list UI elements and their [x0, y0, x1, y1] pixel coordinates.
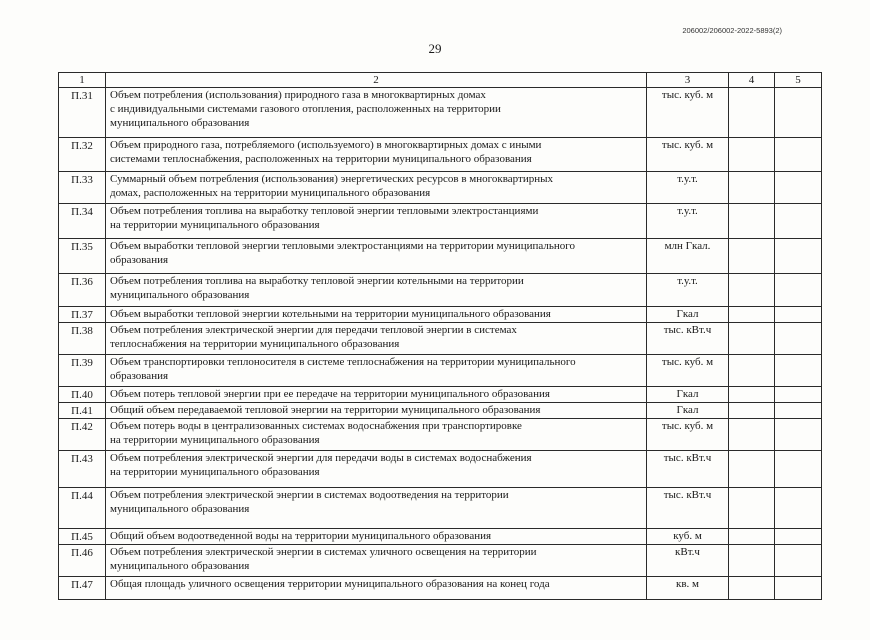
row-code: П.43 [59, 451, 106, 488]
row-indicator-name: Объем выработки тепловой энергии котельными на территории муниципального образования [106, 307, 647, 323]
row-unit: тыс. кВт.ч [647, 488, 729, 529]
row-column-4 [729, 323, 775, 355]
row-code: П.35 [59, 239, 106, 274]
row-code: П.32 [59, 138, 106, 172]
row-code: П.38 [59, 323, 106, 355]
row-indicator-name: Объем потребления топлива на выработку тепловой энергии тепловыми электростанциями на территории муниципального образования [106, 204, 647, 239]
row-unit: кВт.ч [647, 545, 729, 577]
row-unit: Гкал [647, 403, 729, 419]
row-indicator-name: Объем потребления электрической энергии для передачи тепловой энергии в системах теплоснабжения на территории муниципального образования [106, 323, 647, 355]
row-unit: тыс. куб. м [647, 88, 729, 138]
row-column-5 [775, 138, 822, 172]
row-code: П.39 [59, 355, 106, 387]
row-unit: т.у.т. [647, 274, 729, 307]
table-header-row [59, 73, 822, 88]
row-column-5 [775, 387, 822, 403]
row-code: П.46 [59, 545, 106, 577]
row-unit: тыс. куб. м [647, 138, 729, 172]
row-indicator-name: Суммарный объем потребления (использования) энергетических ресурсов в многоквартирных домах, расположенных на территории муниципального образования [106, 172, 647, 204]
row-column-5 [775, 451, 822, 488]
row-column-5 [775, 577, 822, 600]
table-body [59, 88, 822, 600]
row-code: П.31 [59, 88, 106, 138]
row-column-5 [775, 545, 822, 577]
row-code: П.37 [59, 307, 106, 323]
row-code: П.40 [59, 387, 106, 403]
row-unit: куб. м [647, 529, 729, 545]
table-row [59, 274, 822, 307]
row-column-4 [729, 172, 775, 204]
table-row [59, 419, 822, 451]
page-number: 29 [428, 41, 442, 56]
row-column-5 [775, 172, 822, 204]
row-column-4 [729, 355, 775, 387]
table-row [59, 204, 822, 239]
row-code: П.47 [59, 577, 106, 600]
row-column-4 [729, 204, 775, 239]
row-code: П.41 [59, 403, 106, 419]
row-column-4 [729, 88, 775, 138]
table-row [59, 138, 822, 172]
row-indicator-name: Общий объем водоотведенной воды на территории муниципального образования [106, 529, 647, 545]
row-column-4 [729, 387, 775, 403]
table-row [59, 545, 822, 577]
row-column-5 [775, 323, 822, 355]
table-row [59, 355, 822, 387]
row-indicator-name: Объем транспортировки теплоносителя в системе теплоснабжения на территории муниципального образования [106, 355, 647, 387]
row-unit: тыс. куб. м [647, 419, 729, 451]
row-column-5 [775, 355, 822, 387]
table-row [59, 451, 822, 488]
row-unit: т.у.т. [647, 204, 729, 239]
table-row [59, 577, 822, 600]
column-header: 5 [775, 73, 822, 88]
row-column-5 [775, 88, 822, 138]
row-unit: тыс. куб. м [647, 355, 729, 387]
row-unit: Гкал [647, 387, 729, 403]
row-column-5 [775, 488, 822, 529]
row-column-4 [729, 239, 775, 274]
row-code: П.45 [59, 529, 106, 545]
column-header: 4 [729, 73, 775, 88]
row-column-4 [729, 577, 775, 600]
table-row [59, 529, 822, 545]
table-row [59, 323, 822, 355]
row-unit: кв. м [647, 577, 729, 600]
row-column-5 [775, 239, 822, 274]
column-header: 2 [106, 73, 647, 88]
row-column-4 [729, 274, 775, 307]
row-indicator-name: Объем потребления электрической энергии в системах уличного освещения на территории муниципального образования [106, 545, 647, 577]
row-indicator-name: Объем природного газа, потребляемого (используемого) в многоквартирных домах с иными системами теплоснабжения, расположенных на территории муниципального образования [106, 138, 647, 172]
row-unit: тыс. кВт.ч [647, 451, 729, 488]
row-column-5 [775, 403, 822, 419]
row-column-4 [729, 307, 775, 323]
row-code: П.36 [59, 274, 106, 307]
row-indicator-name: Объем потребления электрической энергии для передачи воды в системах водоснабжения на территории муниципального образования [106, 451, 647, 488]
row-column-4 [729, 451, 775, 488]
table-row [59, 488, 822, 529]
row-unit: млн Гкал. [647, 239, 729, 274]
row-column-5 [775, 529, 822, 545]
row-column-5 [775, 307, 822, 323]
table-row [59, 387, 822, 403]
document-id: 206002/206002-2022-5893(2) [682, 26, 782, 35]
table-row [59, 307, 822, 323]
table-row [59, 172, 822, 204]
column-header: 1 [59, 73, 106, 88]
row-code: П.33 [59, 172, 106, 204]
row-indicator-name: Объем потерь воды в централизованных системах водоснабжения при транспортировке на территории муниципального образования [106, 419, 647, 451]
row-column-4 [729, 488, 775, 529]
table-row [59, 403, 822, 419]
row-indicator-name: Объем потребления (использования) природного газа в многоквартирных домах с индивидуальными системами газового отопления, расположенных на территории муниципального образования [106, 88, 647, 138]
row-code: П.34 [59, 204, 106, 239]
row-indicator-name: Объем потерь тепловой энергии при ее передаче на территории муниципального образования [106, 387, 647, 403]
row-indicator-name: Объем потребления электрической энергии в системах водоотведения на территории муниципального образования [106, 488, 647, 529]
row-indicator-name: Объем выработки тепловой энергии тепловыми электростанциями на территории муниципального образования [106, 239, 647, 274]
table-row [59, 88, 822, 138]
column-header: 3 [647, 73, 729, 88]
row-column-5 [775, 274, 822, 307]
indicators-table [58, 72, 822, 600]
row-column-4 [729, 529, 775, 545]
row-column-5 [775, 204, 822, 239]
row-column-4 [729, 403, 775, 419]
row-code: П.42 [59, 419, 106, 451]
row-column-4 [729, 419, 775, 451]
row-column-5 [775, 419, 822, 451]
row-unit: т.у.т. [647, 172, 729, 204]
table-row [59, 239, 822, 274]
row-indicator-name: Общая площадь уличного освещения территории муниципального образования на конец года [106, 577, 647, 600]
row-unit: тыс. кВт.ч [647, 323, 729, 355]
row-indicator-name: Общий объем передаваемой тепловой энергии на территории муниципального образования [106, 403, 647, 419]
row-code: П.44 [59, 488, 106, 529]
row-indicator-name: Объем потребления топлива на выработку тепловой энергии котельными на территории муниципального образования [106, 274, 647, 307]
row-unit: Гкал [647, 307, 729, 323]
row-column-4 [729, 545, 775, 577]
row-column-4 [729, 138, 775, 172]
